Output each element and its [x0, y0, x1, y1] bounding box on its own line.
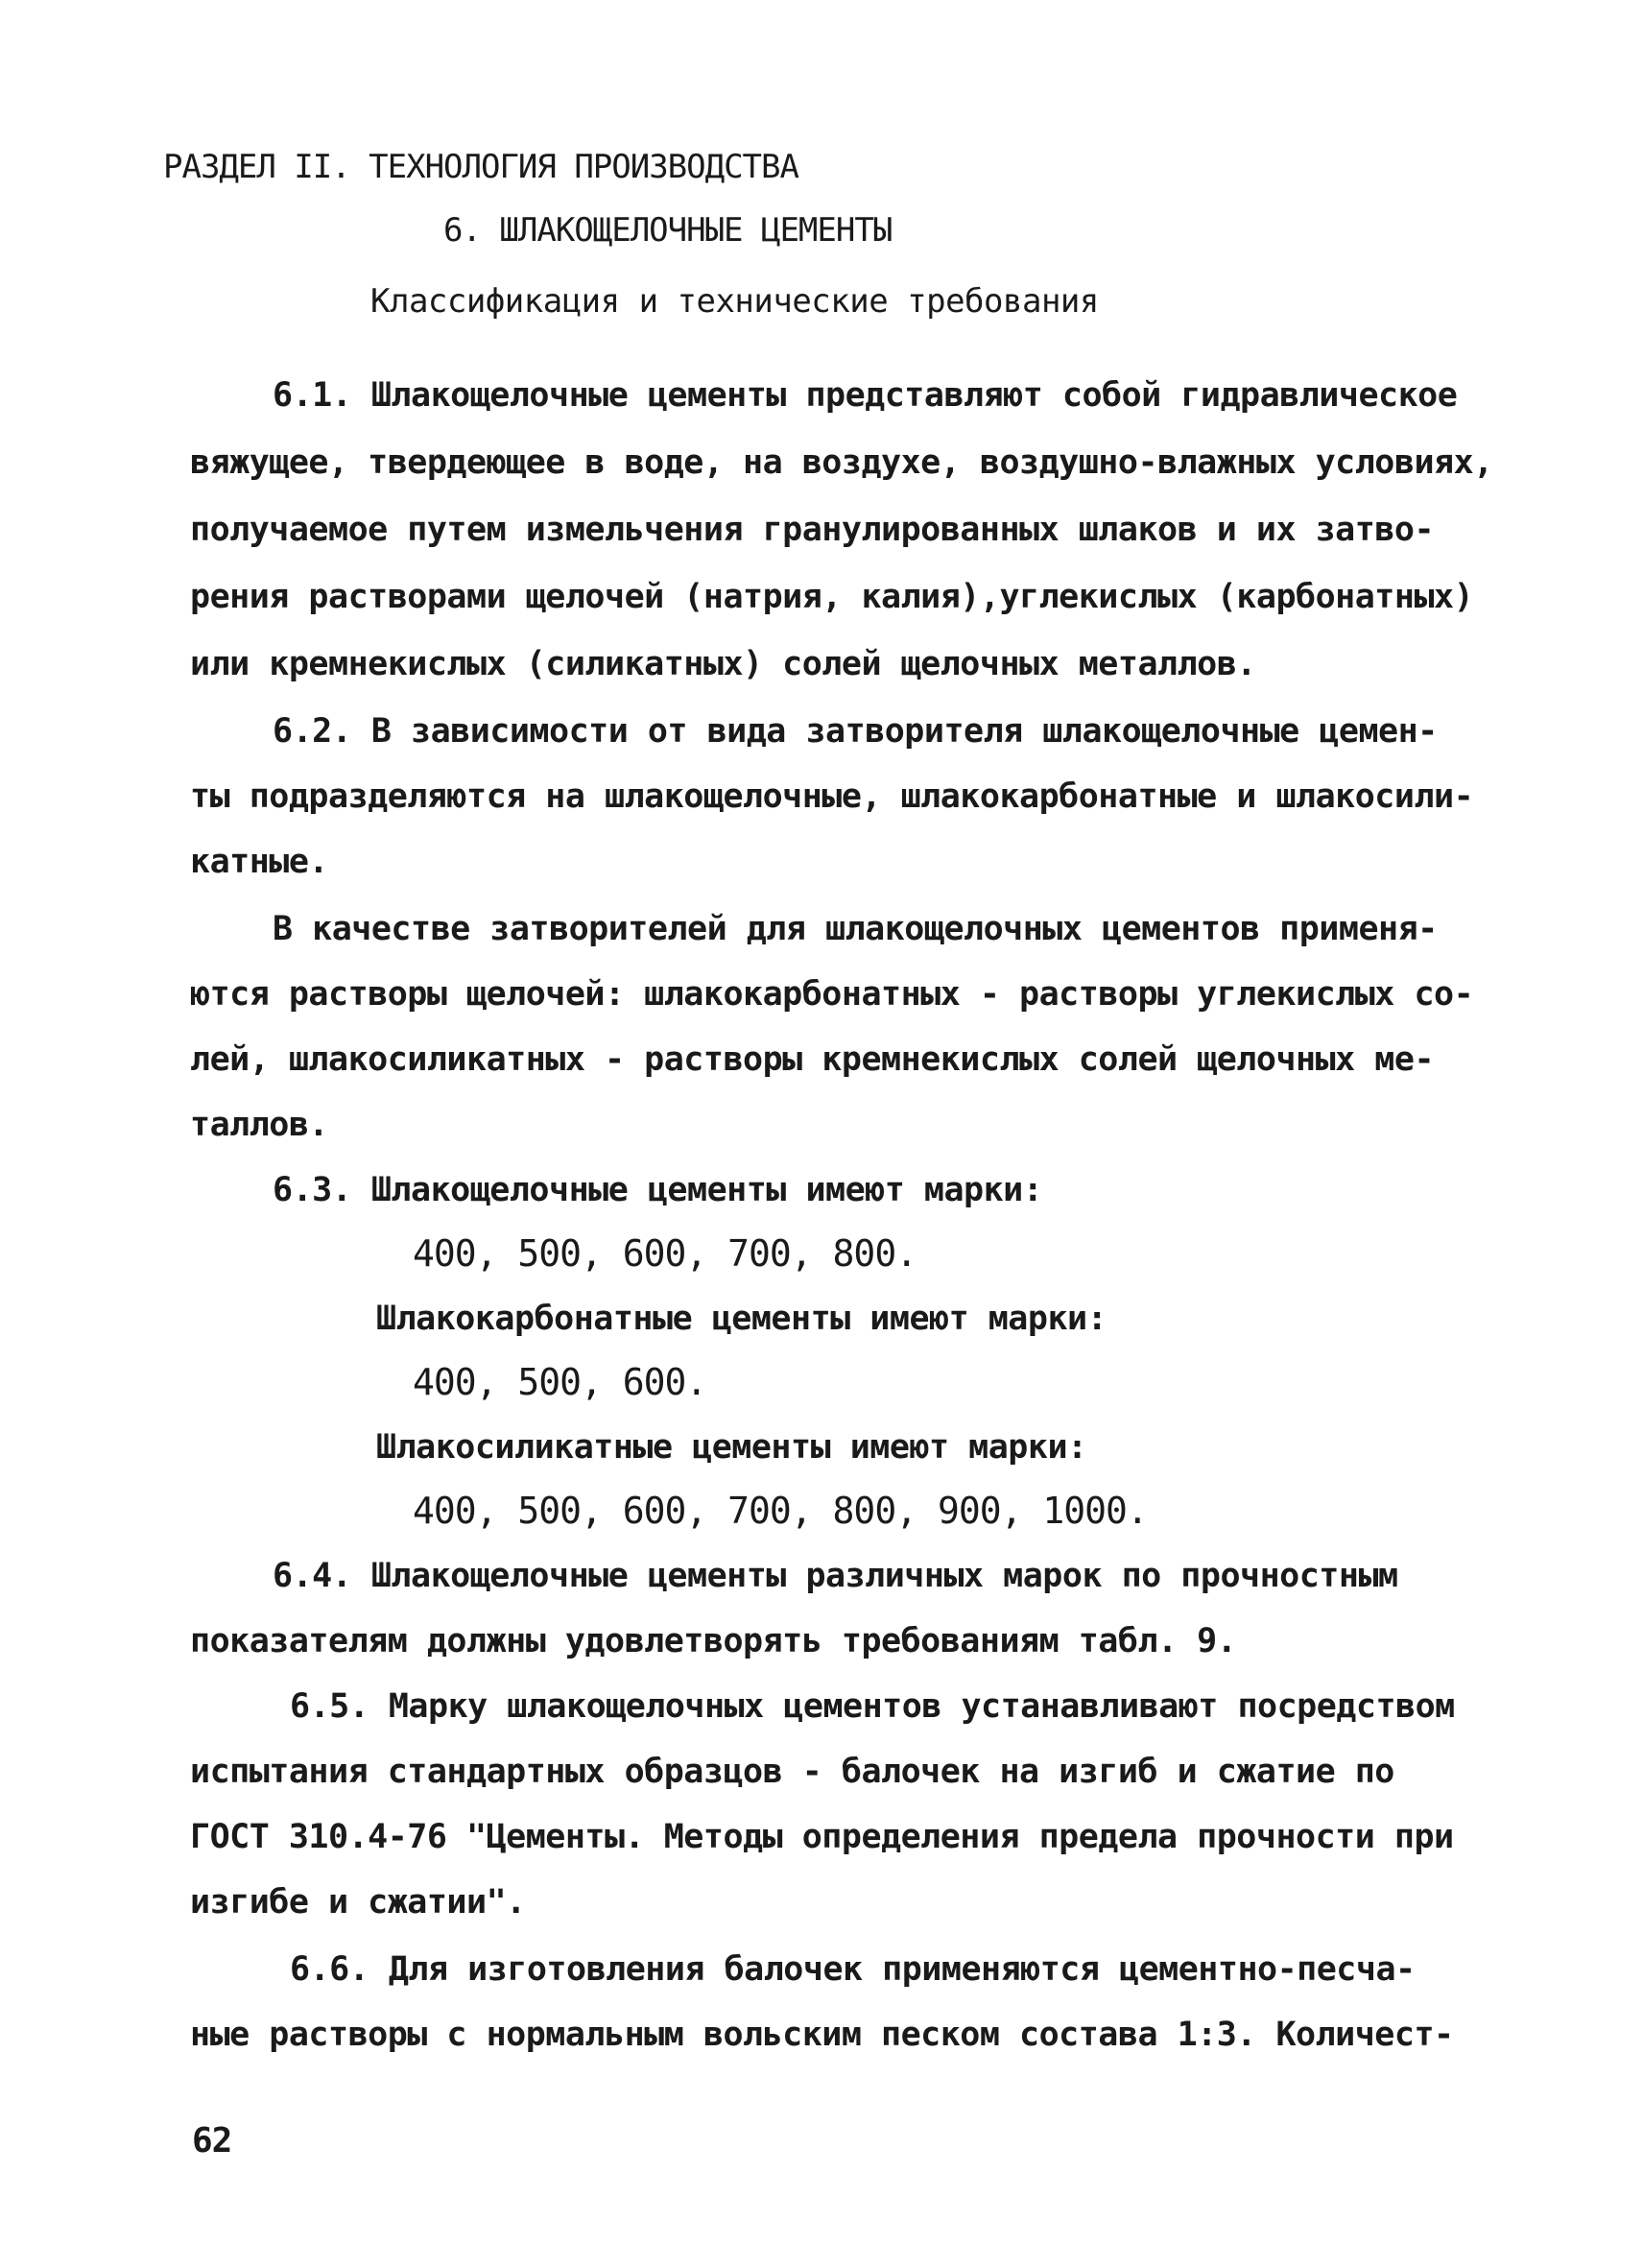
- paragraph-line: ются растворы щелочей: шлакокарбонатных - растворы углекислых со-: [190, 975, 1474, 1014]
- paragraph-line: показателям должны удовлетворять требованиям табл. 9.: [190, 1622, 1237, 1660]
- paragraph-line: или кремнекислых (силикатных) солей щелочных металлов.: [190, 645, 1256, 683]
- paragraph-line: ГОСТ 310.4-76 "Цементы. Методы определения предела прочности при: [190, 1818, 1454, 1856]
- paragraph-line: ные растворы с нормальным вольским песком состава 1:3. Количест-: [190, 2016, 1454, 2054]
- paragraph-line: катные.: [190, 843, 329, 881]
- paragraph-line: рения растворами щелочей (натрия, калия),углекислых (карбонатных): [190, 578, 1474, 616]
- section-title: РАЗДЕЛ II. ТЕХНОЛОГИЯ ПРОИЗВОДСТВА: [163, 148, 798, 186]
- paragraph-line: 6.6. Для изготовления балочек применяются цементно-песча-: [290, 1950, 1416, 1989]
- paragraph-line: 6.4. Шлакощелочные цементы различных марок по прочностным: [273, 1557, 1398, 1595]
- paragraph-line: испытания стандартных образцов - балочек на изгиб и сжатие по: [190, 1753, 1394, 1791]
- paragraph-line: ты подразделяются на шлакощелочные, шлакокарбонатные и шлакосили-: [190, 777, 1474, 816]
- marks-list: 400, 500, 600.: [413, 1361, 707, 1403]
- paragraph-line: Шлакокарбонатные цементы имеют марки:: [376, 1300, 1107, 1338]
- paragraph-line: вяжущее, твердеющее в воде, на воздухе, воздушно-влажных условиях,: [190, 443, 1493, 482]
- paragraph-line: лей, шлакосиликатных - растворы кремнекислых солей щелочных ме-: [190, 1040, 1435, 1079]
- marks-list: 400, 500, 600, 700, 800, 900, 1000.: [413, 1490, 1148, 1532]
- paragraph-line: 6.1. Шлакощелочные цементы представляют собой гидравлическое: [273, 376, 1458, 415]
- paragraph-line: 6.5. Марку шлакощелочных цементов устанавливают посредством: [290, 1687, 1455, 1726]
- paragraph-line: Шлакосиликатные цементы имеют марки:: [376, 1428, 1087, 1467]
- page-number: 62: [192, 2121, 232, 2161]
- paragraph-line: 6.2. В зависимости от вида затворителя шлакощелочные цемен-: [273, 712, 1438, 751]
- marks-list: 400, 500, 600, 700, 800.: [413, 1232, 917, 1275]
- subsection-title: Классификация и технические требования: [370, 282, 1099, 321]
- paragraph-line: получаемое путем измельчения гранулированных шлаков и их затво-: [190, 511, 1435, 549]
- paragraph-line: 6.3. Шлакощелочные цементы имеют марки:: [273, 1171, 1043, 1209]
- chapter-title: 6. ШЛАКОЩЕЛОЧНЫЕ ЦЕМЕНТЫ: [443, 211, 893, 250]
- paragraph-line: изгибе и сжатии".: [190, 1883, 526, 1922]
- paragraph-line: В качестве затворителей для шлакощелочных цементов применя-: [273, 910, 1438, 948]
- paragraph-line: таллов.: [190, 1106, 329, 1144]
